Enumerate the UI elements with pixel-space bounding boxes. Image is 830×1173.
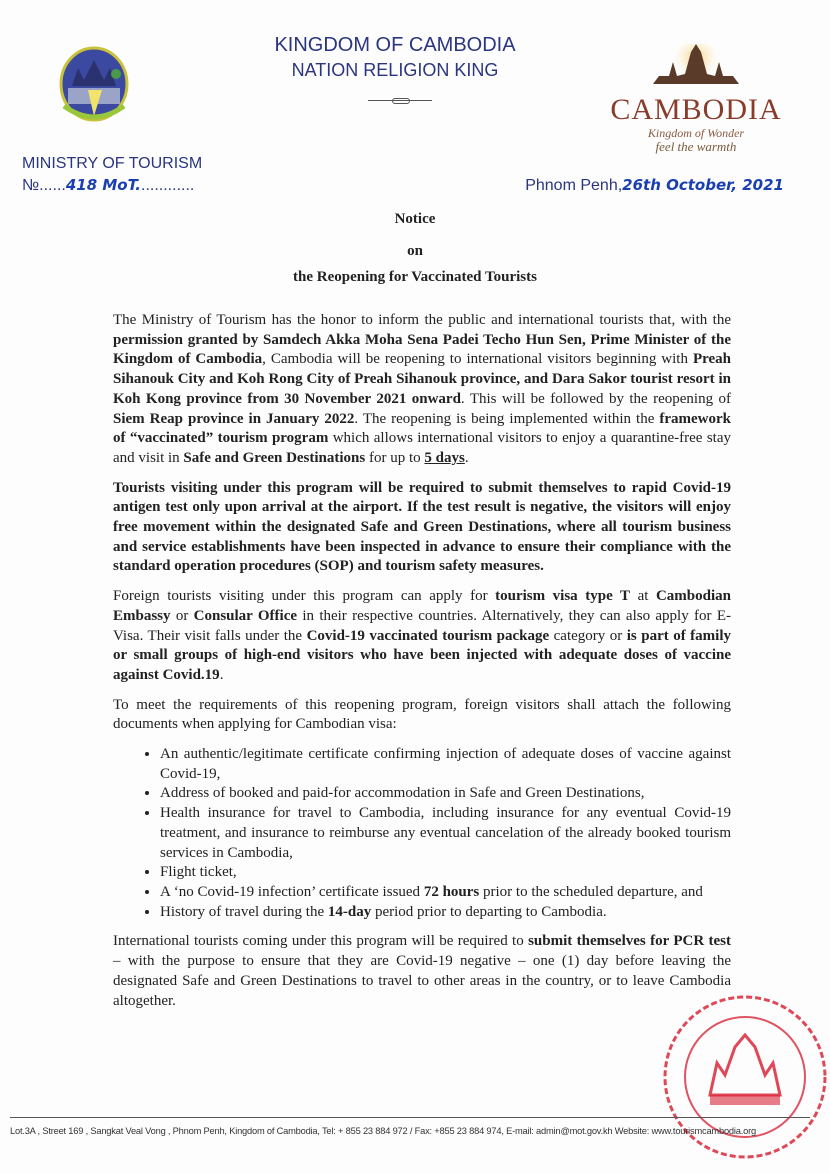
text-segment: or (170, 607, 194, 624)
header-motto: NATION RELIGION KING (291, 60, 499, 80)
reference-number: №......418 MoT............. (22, 176, 195, 194)
ministry-of-tourism-seal (58, 46, 130, 129)
text-segment: Flight ticket, (160, 864, 237, 881)
text-segment: Address of booked and paid-for accommodation in Safe and Green Destinations, (160, 785, 645, 802)
text-segment: category or (549, 627, 627, 644)
text-segment: Covid-19 vaccinated tourism package (306, 627, 550, 644)
text-segment: permission granted by Samdech Akka Moha Sena Padei Techo Hun Sen, Prime Minister of the Kingdom of Cambodia (113, 331, 731, 368)
text-segment: for up to (365, 449, 425, 466)
text-segment: To meet the requirements of this reopening program, foreign visitors shall attach the following documents when applying for Cambodian visa: (113, 696, 731, 733)
text-segment: – with the purpose to ensure that they are Covid-19 negative – one (1) day before leaving the designated Safe and Green Destinations to travel to other areas in the country, or to leave Cambodia altogether. (113, 953, 731, 1009)
text-segment: An authentic/legitimate certificate confirming injection of adequate doses of vaccine against Covid-19, (160, 746, 731, 782)
paragraph (113, 479, 731, 578)
list-item (160, 784, 731, 804)
text-segment: framework of “vaccinated” tourism program (113, 410, 732, 447)
text-segment: Safe and Green Destinations (183, 449, 366, 466)
text-segment: prior to the scheduled departure, and (479, 883, 703, 900)
text-segment: Siem Reap province in January 2022 (113, 410, 355, 427)
requirements-list (113, 745, 731, 922)
header-kingdom: KINGDOM OF CAMBODIA (274, 34, 516, 56)
angkor-wat-icon (651, 44, 741, 86)
text-segment: Preah Sihanouk City and Koh Rong City of Preah Sihanouk province, and Dara Sakor tourist resort in Koh Kong province from 30 November 2021 onward (113, 351, 731, 407)
text-segment: Foreign tourists visiting under this program can apply for (113, 588, 496, 605)
text-segment: Tourists visiting under this program will be required to submit themselves to rapid Covid-19 antigen test only upon arrival at the airport. If the test result is negative, the visitors will enjoy free movement within the designated Safe and Green Destinations, where all tourism business and service establishments have been inspected in advance to ensure their compliance with the standard operation procedures (SOP) and tourism safety measures. (113, 479, 731, 575)
text-segment: . (464, 449, 469, 466)
text-segment: at (630, 588, 656, 605)
text-segment: A ‘no Covid-19 infection’ certificate issued (160, 883, 424, 900)
footer-divider (10, 1117, 810, 1118)
official-red-stamp (655, 985, 830, 1170)
paragraph (113, 587, 731, 686)
handwritten-date: 26th October, 2021 (622, 176, 784, 194)
text-segment: 72 hours (423, 883, 480, 900)
text-segment: History of travel during the (160, 903, 328, 920)
handwritten-number: 418 MoT. (65, 176, 141, 194)
place-date: Phnom Penh,26th October, 2021 (525, 176, 784, 194)
text-segment: . (219, 666, 224, 683)
text-segment: . This will be followed by the reopening of (460, 390, 732, 407)
list-item (160, 804, 731, 863)
text-segment: Health insurance for travel to Cambodia, including insurance for any eventual Covid-19 treatment, and insurance to reimburse any eventual cancelation of the already booked tourism services in Cambodia, (160, 805, 731, 861)
paragraph (113, 932, 731, 1011)
notice-body (113, 311, 731, 1021)
notice-title-on: on (407, 243, 423, 259)
paragraph (113, 696, 731, 735)
list-item (160, 745, 731, 784)
list-item (160, 903, 731, 923)
text-segment: . The reopening is being implemented within the (354, 410, 660, 427)
notice-title: Notice (394, 211, 436, 227)
text-segment: which allows international visitors to enjoy a quarantine-free stay and visit in (113, 430, 731, 466)
text-segment: 5 days (424, 449, 465, 466)
text-segment: submit themselves for PCR test (528, 933, 731, 950)
text-segment: Cambodian Embassy (113, 588, 731, 624)
text-segment: period prior to departing to Cambodia. (371, 903, 607, 920)
text-segment: , Cambodia will be reopening to international visitors beginning with (262, 351, 693, 368)
list-item (160, 863, 731, 883)
text-segment: 14-day (327, 903, 372, 920)
cambodia-brand-logo: CAMBODIA Kingdom of Wonder feel the warmth (608, 44, 784, 153)
notice-subject: the Reopening for Vaccinated Tourists (293, 269, 537, 285)
text-segment: tourism visa type T (495, 588, 631, 605)
text-segment: in their respective countries. Alternatively, they can also apply for E-Visa. Their visit falls under the (113, 607, 731, 644)
text-segment: The Ministry of Tourism has the honor to inform the public and international tourists that, with the (113, 312, 731, 328)
list-item (160, 883, 731, 903)
text-segment: Consular Office (193, 607, 298, 624)
footer-contact: Lot.3A , Street 169 , Sangkat Veal Vong , Phnom Penh, Kingdom of Cambodia, Tel: + 855 23 884 972 / Fax: +855 23 884 974, E-mail: admin@mot.gov.kh Website: www.tourismcambodia.org (10, 1126, 756, 1136)
text-segment: International tourists coming under this program will be required to (113, 933, 529, 950)
text-segment: is part of family or small groups of high-end visitors who have been injected with adequate doses of vaccine against Covid.19 (113, 627, 732, 683)
ornament-divider (368, 100, 432, 104)
paragraph (113, 311, 731, 469)
ministry-name: MINISTRY OF TOURISM (22, 155, 203, 172)
